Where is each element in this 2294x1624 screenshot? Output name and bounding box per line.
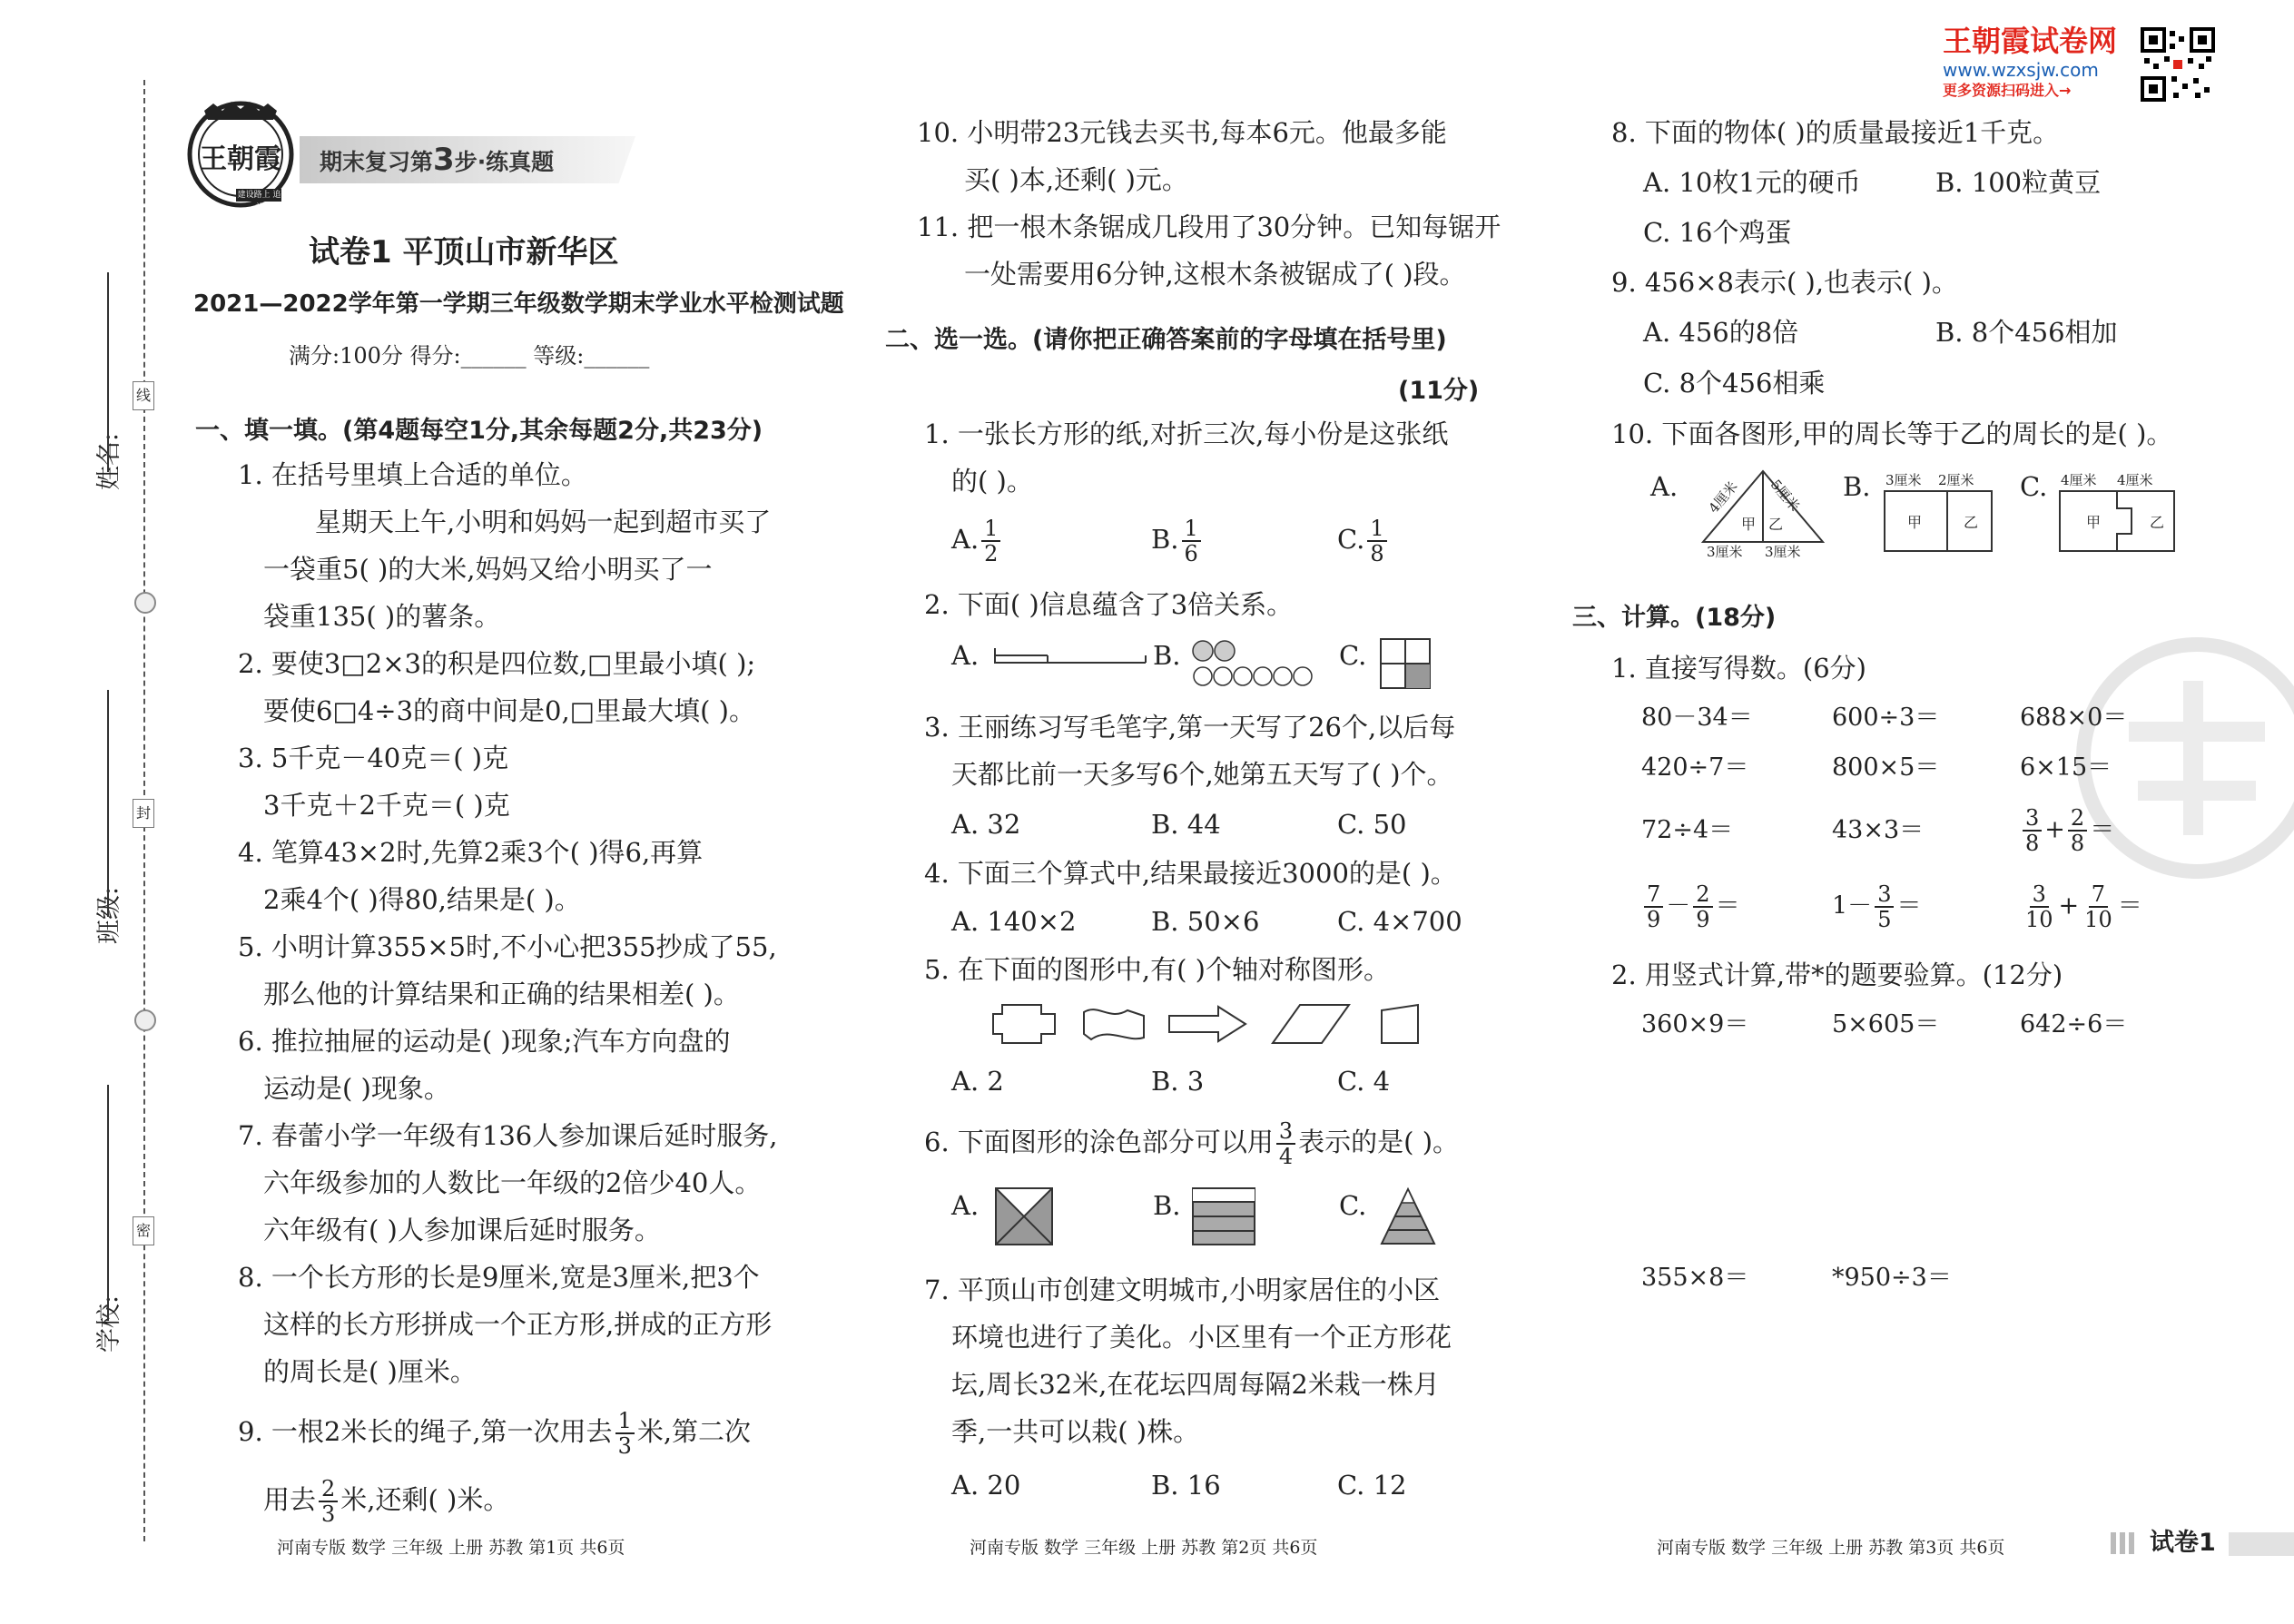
brand-logo: 王朝霞 建设路上 追梦前行 [186, 100, 295, 209]
s1-q9-line1: 9. 一根2米长的绳子,第一次用去 $\frac{1}{3}$ 米,第二次 [238, 1408, 752, 1459]
c7-options: A. 20 B. 16 C. 12 [951, 1470, 1407, 1501]
c9-options-row2: C. 8个456相乘 [1643, 368, 1826, 399]
s1-line: 那么他的计算结果和正确的结果相差( )。 [263, 979, 740, 1009]
c3-options: A. 32 B. 44 C. 50 [951, 809, 1407, 840]
s1-line: 袋重135( )的薯条。 [263, 601, 501, 632]
s1-line: 六年级有( )人参加课后延时服务。 [263, 1215, 661, 1245]
name-underline [107, 272, 109, 472]
section3-title: 三、计算。(18分) [1572, 604, 1777, 632]
s1-line: 这样的长方形拼成一个正方形,拼成的正方形 [263, 1309, 773, 1340]
c6-opt-c: C. [1339, 1190, 1367, 1221]
c2-opt-b: B. [1153, 640, 1181, 671]
s1-line: 5. 小明计算355×5时,不小心把355抄成了55, [238, 931, 777, 962]
c3-line1: 3. 王丽练习写毛笔字,第一天写了26个,以后每 [924, 712, 1456, 743]
c4-options: A. 140×2 B. 50×6 C. 4×700 [951, 906, 1462, 937]
s1-line: 2乘4个( )得80,结果是( )。 [263, 884, 581, 915]
binding-hole-2 [134, 1009, 156, 1031]
c2-square-figure [1380, 638, 1431, 693]
s1-row2: 420÷7＝ 800×5＝ 6×15＝ [1641, 753, 2112, 782]
c6-opt-a: A. [951, 1190, 980, 1221]
s1-line: 的周长是( )厘米。 [263, 1356, 477, 1387]
c6-triangle-figure [1380, 1187, 1436, 1249]
binding-hole-1 [134, 592, 156, 614]
s1-row3: 72÷4＝ 43×3＝ $\frac{3}{8}$ + $\frac{2}{8}$ ＝ [1641, 805, 2115, 856]
c2-segments-figure [993, 645, 1147, 670]
c5-question: 5. 在下面的图形中,有( )个轴对称图形。 [924, 954, 1390, 985]
c10-rect-split-figure: 3厘米 2厘米 甲 乙 [1884, 470, 1993, 554]
s2-row2: 355×8＝ *950÷3＝ [1641, 1264, 1952, 1292]
paper-meta: 满分:100分 得分:______ 等级:______ [289, 343, 650, 369]
corner-tag-dots [2111, 1532, 2138, 1554]
c2-opt-c: C. [1339, 640, 1367, 671]
c10-triangle-figure: 4厘米 5厘米 甲 乙 3厘米 3厘米 [1699, 468, 1826, 558]
c3-line2: 天都比前一天多写6个,她第五天写了( )个。 [951, 759, 1453, 790]
section1-title: 一、填一填。(第4题每空1分,其余每题2分,共23分) [195, 417, 763, 445]
c2-circles-figure [1192, 640, 1328, 694]
s2-row1: 360×9＝ 5×605＝ 642÷6＝ [1641, 1010, 2128, 1038]
corner-tag-bar [2229, 1532, 2294, 1556]
footer-page1: 河南专版 数学 三年级 上册 苏教 第1页 共6页 [277, 1538, 625, 1558]
s1-line: 运动是( )现象。 [263, 1073, 450, 1104]
c6-question: 6. 下面图形的涂色部分可以用 $\frac{3}{4}$ 表示的是( )。 [924, 1118, 1460, 1169]
review-banner-text: 期末复习第3步·练真题 [320, 142, 555, 178]
site-header: 王朝霞试卷网 www.wzxsjw.com 更多资源扫码进入→ [1943, 24, 2118, 99]
s1-line: 3千克＋2千克＝( )克 [263, 790, 510, 821]
c8-question: 8. 下面的物体( )的质量最接近1千克。 [1611, 117, 2060, 148]
s1-line: 一袋重5( )的大米,妈妈又给小明买了一 [263, 554, 713, 585]
school-label: 学校: [95, 1294, 123, 1353]
c6-stripes-figure [1192, 1187, 1255, 1249]
c5-options: A. 2 B. 3 C. 4 [951, 1066, 1391, 1097]
qr-code-icon[interactable] [2141, 27, 2215, 102]
c5-shapes-figure [991, 1003, 1427, 1048]
c1-options: A. $\frac{1}{2}$ B. $\frac{1}{6}$ C. $\frac{1}{8}$ [951, 516, 1390, 566]
binding-mark-xian: 线 [133, 381, 154, 410]
c9-options-row1: A. 456的8倍 B. 8个456相加 [1643, 317, 2118, 348]
class-label: 班级: [95, 886, 123, 944]
s1-direct-title: 1. 直接写得数。(6分) [1611, 653, 1866, 684]
s1-q9-line2: 用去 $\frac{2}{3}$ 米,还剩( )米。 [263, 1476, 510, 1527]
c8-options-row2: C. 16个鸡蛋 [1643, 217, 1792, 248]
s1-line: 1. 在括号里填上合适的单位。 [238, 459, 587, 490]
c10-opt-c: C. [2020, 471, 2048, 502]
binding-mark-mi: 密 [133, 1216, 154, 1245]
section2-score: (11分) [1398, 377, 1480, 405]
c6-opt-b: B. [1153, 1190, 1181, 1221]
s1-line: 要使6□4÷3的商中间是0,□里最大填( )。 [263, 695, 755, 726]
s1-line: 7. 春蕾小学一年级有136人参加课后延时服务, [238, 1120, 778, 1151]
col2-body: 10. 小明带23元钱去买书,每本6元。他最多能 买( )本,还剩( )元。 11. 把一根木条锯成几段用了30分钟。已知每锯开 一处需要用6分钟,这根木条被锯成了( )段。 [917, 117, 1501, 290]
c10-opt-b: B. [1843, 471, 1871, 502]
c9-question: 9. 456×8表示( ),也表示( )。 [1611, 267, 1958, 298]
c1-line2: 的( )。 [951, 466, 1033, 497]
binding-mark-feng: 封 [133, 799, 154, 828]
footer-page2: 河南专版 数学 三年级 上册 苏教 第2页 共6页 [970, 1538, 1318, 1558]
c2-opt-a: A. [951, 640, 980, 671]
c1-line1: 1. 一张长方形的纸,对折三次,每小份是这张纸 [924, 418, 1449, 449]
class-underline [107, 690, 109, 917]
s1-row4: $\frac{7}{9}$ － $\frac{2}{9}$ ＝ 1－ $\frac{3}{5}$ ＝ $\frac{3}{10}$ + $\frac{7}{10}$ ＝ [1641, 882, 2142, 931]
c2-question: 2. 下面( )信息蕴含了3倍关系。 [924, 589, 1294, 620]
section1-body [238, 451, 777, 1531]
s1-line: 星期天上午,小明和妈妈一起到超市买了 [315, 507, 772, 537]
s1-line: 六年级参加的人数比一年级的2倍少40人。 [263, 1167, 762, 1198]
c7-body: 7. 平顶山市创建文明城市,小明家居住的小区 环境也进行了美化。小区里有一个正方形花 坛,周长32米,在花坛四周每隔2米栽一株月 季,一共可以栽( )株。 [924, 1275, 1452, 1447]
s1-row1: 80－34＝ 600÷3＝ 688×0＝ [1641, 704, 2128, 732]
s1-line: 8. 一个长方形的长是9厘米,宽是3厘米,把3个 [238, 1262, 760, 1293]
c4-question: 4. 下面三个算式中,结果最接近3000的是( )。 [924, 858, 1457, 889]
s2-vertical-title: 2. 用竖式计算,带*的题要验算。(12分) [1611, 960, 2063, 990]
name-label: 姓名: [95, 432, 123, 490]
footer-page3: 河南专版 数学 三年级 上册 苏教 第3页 共6页 [1657, 1538, 2005, 1558]
s1-line: 3. 5千克－40克＝( )克 [238, 743, 509, 773]
school-underline [107, 1085, 109, 1321]
paper-title: 试卷1 平顶山市新华区 [309, 234, 619, 271]
corner-tag: 试卷1 [2150, 1529, 2216, 1557]
s1-line: 2. 要使3□2×3的积是四位数,□里最小填( ); [238, 648, 756, 679]
c10-question: 10. 下面各图形,甲的周长等于乙的周长的是( )。 [1611, 418, 2173, 449]
paper-subtitle: 2021—2022学年第一学期三年级数学期末学业水平检测试题 [193, 290, 844, 318]
c10-rect-notch-figure: 4厘米 4厘米 甲 乙 [2059, 470, 2177, 554]
s1-line: 6. 推拉抽屉的运动是( )现象;汽车方向盘的 [238, 1026, 731, 1057]
c8-options-row1: A. 10枚1元的硬币 B. 100粒黄豆 [1643, 167, 2102, 198]
c6-square-x-figure [995, 1187, 1053, 1249]
c10-opt-a: A. [1650, 471, 1679, 502]
s1-line: 4. 笔算43×2时,先算2乘3个( )得6,再算 [238, 837, 704, 868]
section2-title: 二、选一选。(请你把正确答案前的字母填在括号里) [885, 326, 1447, 354]
